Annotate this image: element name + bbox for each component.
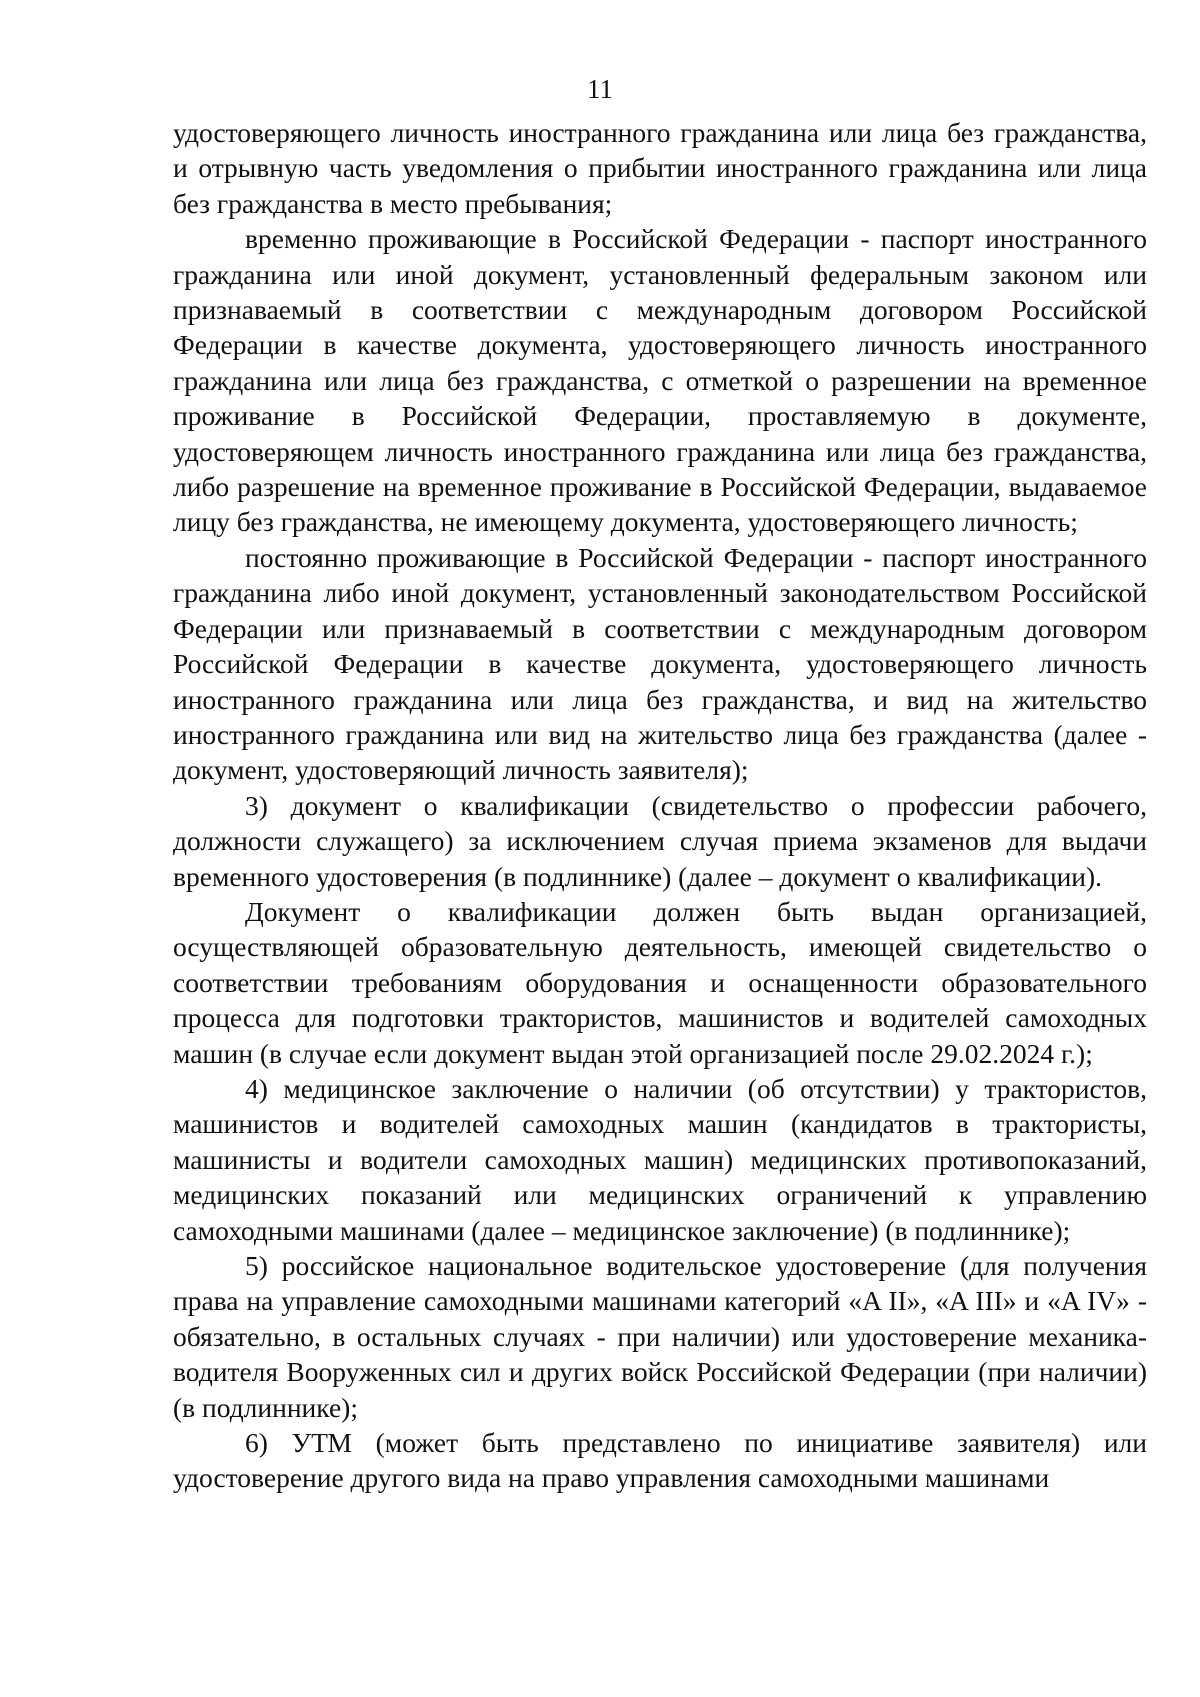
paragraph-item-5-driver-license: 5) российское национальное водительское удостоверение (для получения права на управление самоходными машинами категорий «A II», «A III» и «A IV» - обязательно, в остальных случаях - при наличии) или удостоверение механика-водителя Вооруженных сил и других войск Российской Федерации (при наличии) (в подлиннике); bbox=[173, 1250, 1147, 1423]
paragraph-permanent-residents: постоянно проживающие в Российской Федерации - паспорт иностранного гражданина либо иной документ, установленный законодательством Российской Федерации или признаваемый в соответствии с международным договором Российской Федерации в качестве документа, удостоверяющего личность иностранного гражданина или лица без гражданства, и вид на жительство иностранного гражданина или вид на жительство лица без гражданства (далее - документ, удостоверяющий личность заявителя); bbox=[173, 541, 1147, 786]
body-text bbox=[173, 115, 1147, 1496]
paragraph-temporary-residents: временно проживающие в Российской Федерации - паспорт иностранного гражданина или иной документ, установленный федеральным законом или признаваемый в соответствии с международным договором Российской Федерации в качестве документа, удостоверяющего личность иностранного гражданина или лица без гражданства, с отметкой о разрешении на временное проживание в Российской Федерации, проставляемую в документе, удостоверяющем личность иностранного гражданина или лица без гражданства, либо разрешение на временное проживание в Российской Федерации, выдаваемое лицу без гражданства, не имеющему документа, удостоверяющего личность; bbox=[173, 223, 1147, 538]
paragraph-item-6-utm: 6) УТМ (может быть представлено по инициативе заявителя) или удостоверение другого вида на право управления самоходными машинами bbox=[173, 1427, 1147, 1494]
page-number: 11 bbox=[587, 74, 613, 104]
paragraph-continuation-identity-document: удостоверяющего личность иностранного гражданина или лица без гражданства, и отрывную часть уведомления о прибытии иностранного гражданина или лица без гражданства в место пребывания; bbox=[173, 117, 1147, 219]
paragraph-item-4-medical-certificate: 4) медицинское заключение о наличии (об отсутствии) у трактористов, машинистов и водителей самоходных машин (кандидатов в трактористы, машинисты и водители самоходных машин) медицинских противопоказаний, медицинских показаний или медицинских ограничений к управлению самоходными машинами (далее – медицинское заключение) (в подлиннике); bbox=[173, 1072, 1147, 1246]
paragraph-item-3-qualification-document: 3) документ о квалификации (свидетельство о профессии рабочего, должности служащего) за исключением случая приема экзаменов для выдачи временного удостоверения (в подлиннике) (далее – документ о квалификации). bbox=[173, 789, 1147, 892]
paragraph-qualification-issuer: Документ о квалификации должен быть выдан организацией, осуществляющей образовательную деятельность, имеющей свидетельство о соответствии требованиям оборудования и оснащенности образовательного процесса для подготовки трактористов, машинистов и водителей самоходных машин (в случае если документ выдан этой организацией после 29.02.2024 г.); bbox=[173, 895, 1147, 1069]
